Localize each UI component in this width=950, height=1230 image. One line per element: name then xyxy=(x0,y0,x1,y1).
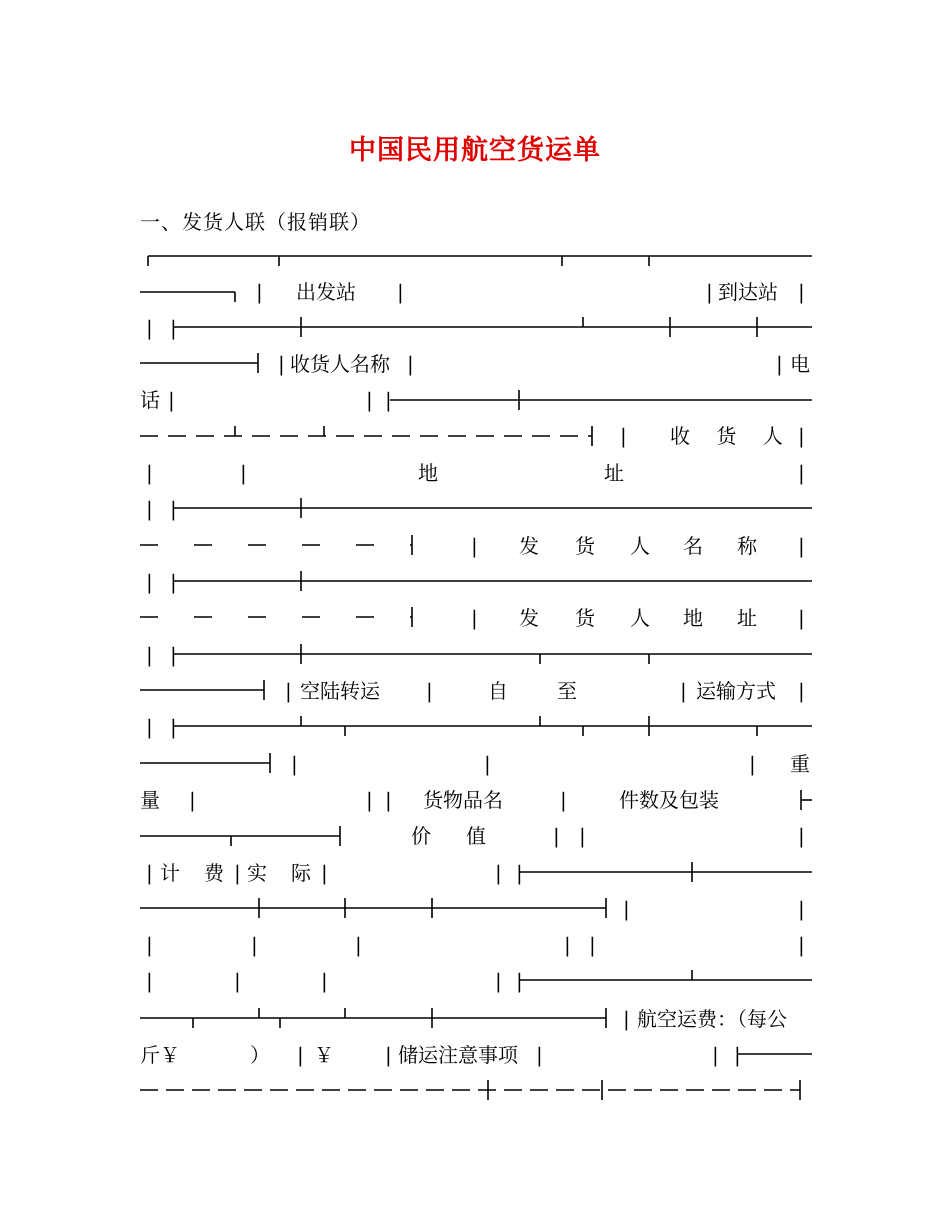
table-border-glyph: | xyxy=(734,1043,741,1067)
table-border-glyph: | xyxy=(495,969,502,993)
table-border-glyph: | xyxy=(234,861,241,885)
from-label: 自 xyxy=(488,679,508,703)
shipper-name-char-3: 人 xyxy=(630,534,650,558)
table-border-glyph: | xyxy=(146,570,153,594)
actual-label-part2: 际 xyxy=(291,861,311,885)
table-border-glyph: | xyxy=(385,788,392,812)
table-border-glyph: | xyxy=(516,969,523,993)
table-border-glyph: | xyxy=(146,861,153,885)
table-border-glyph: | xyxy=(291,752,298,776)
table-border-glyph: | xyxy=(560,788,567,812)
table-border-glyph: | xyxy=(321,969,328,993)
table-border-glyph: | xyxy=(516,861,523,885)
table-border-glyph: | xyxy=(776,352,783,376)
section-heading: 一、发货人联（报销联） xyxy=(140,210,371,234)
air-freight-label-part2b: ） xyxy=(250,1043,270,1067)
shipper-name-char-5: 称 xyxy=(737,534,757,558)
table-border-glyph: | xyxy=(495,861,502,885)
table-border-glyph: | xyxy=(471,606,478,630)
table-border-glyph: | xyxy=(297,1043,304,1067)
shipper-address-char-4: 地 xyxy=(683,606,703,630)
table-border-glyph: | xyxy=(146,969,153,993)
table-border-glyph: | xyxy=(407,352,414,376)
table-border-glyph: | xyxy=(564,933,571,957)
consignee-address-label-part2b: 址 xyxy=(604,461,624,485)
table-border-glyph: | xyxy=(397,280,404,304)
table-border-glyph: | xyxy=(385,388,392,412)
document-title: 中国民用航空货运单 xyxy=(349,135,601,166)
air-freight-label-part2a: 斤￥ xyxy=(140,1043,180,1067)
goods-name-label: 货物品名 xyxy=(423,788,503,812)
to-label: 至 xyxy=(557,679,577,703)
table-border-glyph: | xyxy=(366,788,373,812)
table-border-glyph: | xyxy=(798,606,805,630)
table-border-glyph: | xyxy=(170,316,177,340)
shipper-name-char-4: 名 xyxy=(683,534,703,558)
table-border-glyph: | xyxy=(798,424,805,448)
table-border-glyph: | xyxy=(146,933,153,957)
phone-label-part2: 话 xyxy=(140,388,160,412)
table-border-glyph: | xyxy=(798,933,805,957)
weight-label-part1: 重 xyxy=(790,752,810,776)
table-border-glyph: | xyxy=(146,715,153,739)
table-border-glyph: | xyxy=(189,788,196,812)
weight-label-part2: 量 xyxy=(140,788,160,812)
phone-label-part1: 电 xyxy=(790,352,810,376)
table-border-glyph: | xyxy=(170,570,177,594)
table-border-glyph: | xyxy=(798,461,805,485)
arrival-station-label: 到达站 xyxy=(718,280,778,304)
shipper-address-char-1: 发 xyxy=(519,606,539,630)
table-border-glyph: | xyxy=(579,824,586,848)
table-border-glyph: | xyxy=(471,534,478,558)
table-border-glyph: | xyxy=(278,352,285,376)
shipper-address-char-2: 货 xyxy=(575,606,595,630)
consignee-address-label-part1: 收 货 人 xyxy=(670,424,793,448)
table-border-glyph: | xyxy=(285,679,292,703)
table-border-glyph: | xyxy=(146,461,153,485)
table-border-glyph: | xyxy=(426,679,433,703)
table-border-glyph: | xyxy=(798,534,805,558)
table-border-glyph: | xyxy=(251,933,258,957)
shipper-address-char-3: 人 xyxy=(630,606,650,630)
table-border-glyph: | xyxy=(146,497,153,521)
table-border-glyph: | xyxy=(385,1043,392,1067)
actual-label-part1: 实 xyxy=(247,861,267,885)
table-border-glyph: | xyxy=(749,752,756,776)
table-border-glyph: | xyxy=(798,280,805,304)
shipper-name-char-1: 发 xyxy=(519,534,539,558)
table-border-glyph: | xyxy=(536,1043,543,1067)
table-border-glyph: | xyxy=(798,897,805,921)
air-freight-label-part1: 航空运费：（每公 xyxy=(637,1007,787,1031)
consignee-address-label-part2a: 地 xyxy=(418,461,438,485)
table-border-glyph: | xyxy=(168,388,175,412)
departure-station-label: 出发站 xyxy=(296,280,356,304)
value-label-part1: 价 xyxy=(411,824,431,848)
consignee-name-label: 收货人名称 xyxy=(290,352,390,376)
yuan-symbol-label: ￥ xyxy=(314,1043,334,1067)
table-border-glyph: | xyxy=(706,280,713,304)
billing-label-part1: 计 xyxy=(160,861,180,885)
table-border-glyph: | xyxy=(170,497,177,521)
storage-notes-label: 储运注意事项 xyxy=(398,1043,518,1067)
table-border-glyph: | xyxy=(620,424,627,448)
table-border-glyph: | xyxy=(170,715,177,739)
table-border-glyph: | xyxy=(798,679,805,703)
table-border-glyph: | xyxy=(256,280,263,304)
table-border-glyph: | xyxy=(623,897,630,921)
table-border-glyph: | xyxy=(484,752,491,776)
shipper-address-char-5: 址 xyxy=(737,606,757,630)
table-border-glyph: | xyxy=(240,461,247,485)
shipper-name-char-2: 货 xyxy=(575,534,595,558)
table-border-glyph: | xyxy=(234,969,241,993)
table-border-glyph: | xyxy=(146,643,153,667)
billing-label-part2: 费 xyxy=(204,861,224,885)
value-label-part2: 值 xyxy=(466,824,486,848)
table-border-glyph: | xyxy=(589,933,596,957)
table-border-glyph: | xyxy=(623,1007,630,1031)
table-border-glyph: | xyxy=(798,824,805,848)
transport-mode-label: 运输方式 xyxy=(696,679,776,703)
table-border-glyph: | xyxy=(680,679,687,703)
table-border-glyph: | xyxy=(553,824,560,848)
table-border-glyph: | xyxy=(366,388,373,412)
table-border-glyph: | xyxy=(712,1043,719,1067)
table-border-glyph: | xyxy=(321,861,328,885)
table-border-glyph: | xyxy=(146,316,153,340)
pieces-packing-label: 件数及包装 xyxy=(619,788,719,812)
table-border-glyph: | xyxy=(170,643,177,667)
table-border-glyph: | xyxy=(355,933,362,957)
air-land-transfer-label: 空陆转运 xyxy=(300,679,380,703)
